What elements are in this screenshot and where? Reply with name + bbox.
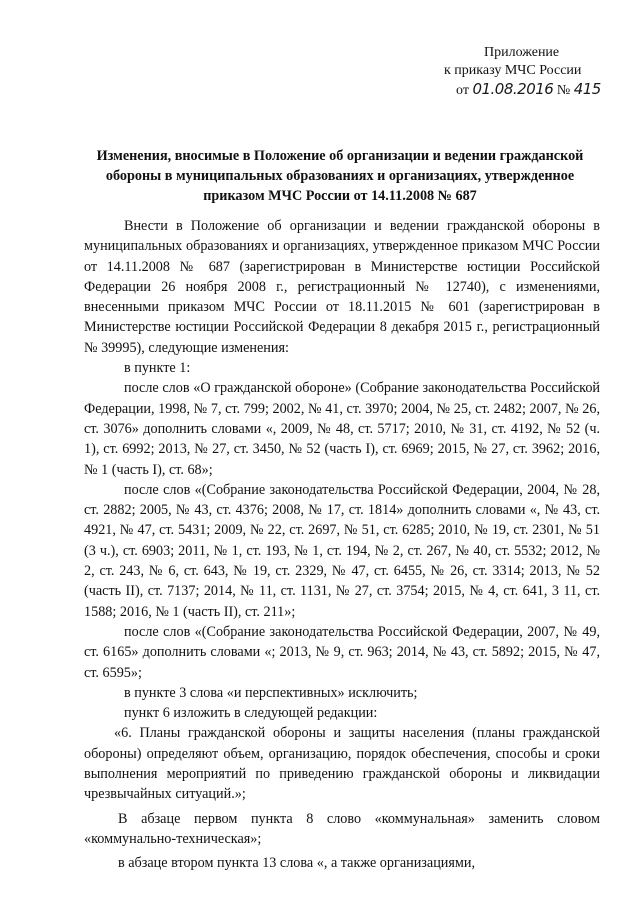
paragraph-item-8: В абзаце первом пункта 8 слово «коммунальная» заменить словом «коммунально-техническая»; bbox=[84, 810, 600, 847]
number-sign: № bbox=[556, 83, 571, 98]
order-date-line bbox=[420, 80, 620, 100]
paragraph-intro: Внести в Положение об организации и ведении гражданской обороны в муниципальных образованиях и организациях, утвержденное приказом МЧС России от 14.11.2008 № 687 (зарегистрирован в Министерстве юстиции Российской Федерации 26 ноября 2008 г., регистрационный № 12740), с изменениями, внесенными приказом МЧС России от 18.11.2015 № 601 (зарегистрирован в Министерстве юстиции Российской Федерации 8 декабря 2015 г., регистрационный № 39995), следующие изменения: bbox=[84, 218, 600, 356]
order-reference: к приказу МЧС России bbox=[444, 63, 582, 78]
paragraph-amendment-1: после слов «О гражданской обороне» (Собрание законодательства Российской Федерации, 1998, № 7, ст. 799; 2002, № 41, ст. 3970; 2004, № 25, ст. 2482; 2007, № 26, ст. 3076» дополнить словами «, 2009, № 48, ст. 5717; 2010, № 31, ст. 4192, № 52 (ч. 1), ст. 6992; 2013, № 27, ст. 3450, № 52 (часть I), ст. 6969; 2015, № 27, ст. 3962; 2016, № 1 (часть I), ст. 68»; bbox=[84, 380, 600, 478]
document-title: Изменения, вносимые в Положение об организации и ведении гражданской обороны в муниципальных образованиях и организациях, утвержденное приказом МЧС России от 14.11.2008 № 687 bbox=[96, 148, 584, 204]
document-body bbox=[84, 216, 600, 874]
handwritten-date: 01.08.2016 bbox=[472, 80, 554, 98]
paragraph-item-1: в пункте 1: bbox=[124, 360, 191, 377]
paragraph-amendment-2: после слов «(Собрание законодательства Российской Федерации, 2004, № 28, ст. 2882; 2005, № 43, ст. 4376; 2008, № 17, ст. 1814» дополнить словами «, № 43, ст. 4921, № 47, ст. 5431; 2009, № 22, ст. 2697, № 51, ст. 6285; 2010, № 19, ст. 2301, № 51 (3 ч.), ст. 6903; 2011, № 1, ст. 193, № 1, ст. 194, № 2, ст. 267, № 40, ст. 5532; 2012, № 2, ст. 243, № 6, ст. 643, № 19, ст. 2329, № 47, ст. 6455, № 26, ст. 3314; 2013, № 52 (часть II), ст. 7137; 2014, № 11, ст. 1131, № 27, ст. 3754; 2015, № 4, ст. 641, 3 11, ст. 1588; 2016, № 1 (часть II), ст. 211»; bbox=[84, 481, 600, 620]
appendix-label: Приложение bbox=[484, 45, 560, 60]
date-prefix: от bbox=[456, 83, 469, 98]
handwritten-number: 415 bbox=[573, 80, 601, 98]
paragraph-item-6: пункт 6 изложить в следующей редакции: bbox=[124, 705, 378, 722]
appendix-header bbox=[420, 44, 620, 100]
paragraph-item-3: в пункте 3 слова «и перспективных» исключить; bbox=[124, 684, 418, 701]
paragraph-amendment-3: после слов «(Собрание законодательства Российской Федерации, 2007, № 49, ст. 6165» дополнить словами «; 2013, № 9, ст. 963; 2014, № 43, ст. 5892; 2015, № 47, ст. 6595»; bbox=[84, 623, 600, 681]
paragraph-item-6-text: «6. Планы гражданской обороны и защиты населения (планы гражданской обороны) определяют объем, организацию, порядок обеспечения, способы и сроки выполнения мероприятий по приведению гражданской обороны и ликвидации чрезвычайных ситуаций.»; bbox=[84, 725, 600, 803]
paragraph-item-13: в абзаце втором пункта 13 слова «, а также организациями, bbox=[118, 855, 476, 872]
